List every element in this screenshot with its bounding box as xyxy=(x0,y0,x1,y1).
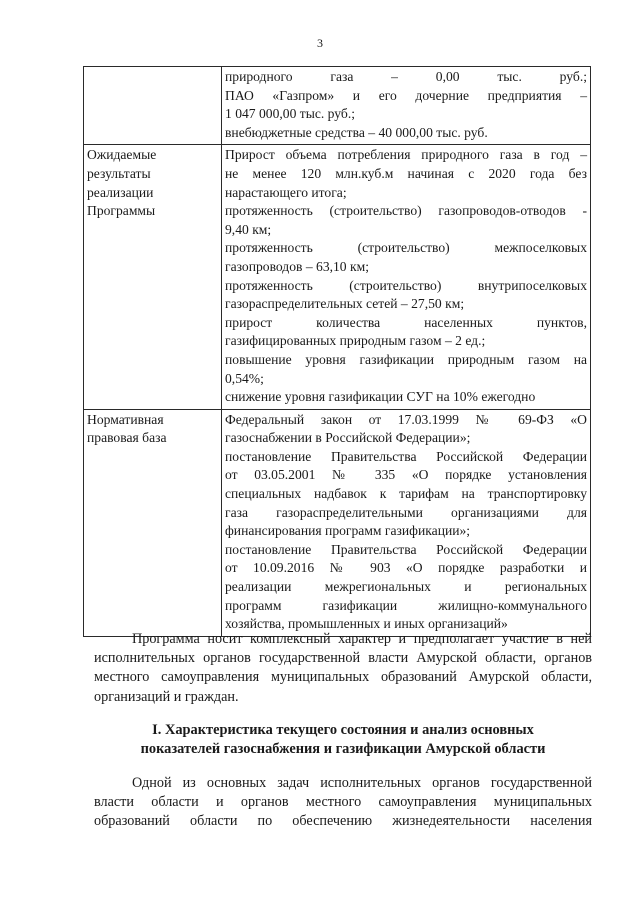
text-line: снижение уровня газификации СУГ на 10% ежегодно xyxy=(225,389,536,405)
row-label: Нормативная xyxy=(87,411,164,427)
row-label-cell xyxy=(84,409,222,636)
section-heading-line: I. Характеристика текущего состояния и анализ основных xyxy=(152,722,534,738)
text-line: газопроводов – 63,10 км; xyxy=(225,258,369,274)
text-line: газоснабжении в Российской Федерации»; xyxy=(225,430,471,446)
row-label-cell xyxy=(84,67,222,145)
row-label: реализации xyxy=(87,184,154,200)
text-line: протяженность (строительство) газопроводов-отводов - xyxy=(225,203,587,219)
text-line: специальных надбавок к тарифам на транспортировку xyxy=(225,486,587,502)
paragraph-line: образований области по обеспечению жизнедеятельности населения xyxy=(94,813,592,830)
text-line: газифицированных природным газом – 2 ед.; xyxy=(225,333,486,349)
text-line: не менее 120 млн.куб.м начиная с 2020 года без xyxy=(225,165,587,181)
text-line: протяженность (строительство) межпоселковых xyxy=(225,240,587,256)
paragraph-line: исполнительных органов государственной власти Амурской области, органов xyxy=(94,650,592,667)
text-line: 9,40 км; xyxy=(225,221,272,237)
text-line: газораспределительных сетей – 27,50 км; xyxy=(225,296,465,312)
text-line: прирост количества населенных пунктов, xyxy=(225,314,587,330)
text-line: 1 047 000,00 тыс. руб.; xyxy=(225,106,355,122)
program-passport-table xyxy=(83,66,591,637)
text-line: повышение уровня газификации природным газом на xyxy=(225,351,587,367)
text-line: ПАО «Газпром» и его дочерние предприятия – xyxy=(225,87,587,103)
text-line: постановление Правительства Российской Федерации xyxy=(225,541,587,557)
financing-sources-cell xyxy=(222,67,591,145)
row-label: Ожидаемые xyxy=(87,147,157,163)
page-number: 3 xyxy=(317,36,323,50)
text-line: реализации межрегиональных и региональных xyxy=(225,579,587,595)
expected-results-cell xyxy=(222,145,591,409)
section-heading xyxy=(94,721,592,759)
row-label-cell xyxy=(84,145,222,409)
text-line: от 03.05.2001 № 335 «О порядке установления xyxy=(225,467,587,483)
text-line: природного газа – 0,00 тыс. руб.; xyxy=(225,69,587,84)
text-line: программ газификации жилищно-коммунального xyxy=(225,597,587,613)
text-line: 0,54%; xyxy=(225,370,264,386)
body-paragraph xyxy=(94,630,592,707)
text-line: нарастающего итога; xyxy=(225,184,347,200)
table-row xyxy=(84,145,591,409)
text-line: Федеральный закон от 17.03.1999 № 69-ФЗ «О xyxy=(225,411,587,427)
text-line: протяженность (строительство) внутрипоселковых xyxy=(225,277,587,293)
paragraph-line: власти области и органов местного самоуправления муниципальных xyxy=(94,794,592,811)
row-label: Программы xyxy=(87,203,156,219)
text-line: Прирост объема потребления природного газа в год – xyxy=(225,147,587,163)
legal-basis-cell xyxy=(222,409,591,636)
paragraph-line: местного самоуправления муниципальных образований Амурской области, xyxy=(94,669,592,686)
paragraph-line: Одной из основных задач исполнительных органов государственной xyxy=(132,775,592,791)
text-line: газа газораспределительными организациями для xyxy=(225,504,587,520)
table-row xyxy=(84,67,591,145)
section-heading-line: показателей газоснабжения и газификации Амурской области xyxy=(140,741,546,757)
row-label: результаты xyxy=(87,165,151,181)
body-paragraph xyxy=(94,774,592,832)
text-line: внебюджетные средства – 40 000,00 тыс. руб. xyxy=(225,124,488,140)
text-line: хозяйства, промышленных и иных организаций» xyxy=(225,616,508,632)
table-row xyxy=(84,409,591,636)
paragraph-line: Программа носит комплексный характер и предполагает участие в ней xyxy=(132,631,592,647)
text-line: от 10.09.2016 № 903 «О порядке разработки и xyxy=(225,560,587,576)
text-line: финансирования программ газификации»; xyxy=(225,523,471,539)
text-line: постановление Правительства Российской Федерации xyxy=(225,448,587,464)
row-label: правовая база xyxy=(87,430,167,446)
paragraph-line: организаций и граждан. xyxy=(94,688,239,705)
